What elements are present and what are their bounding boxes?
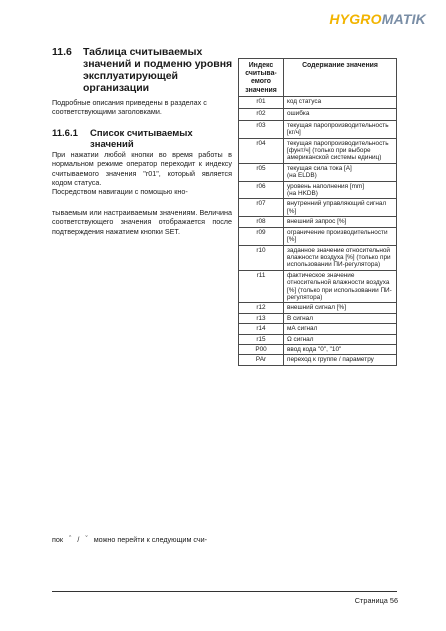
table-row	[239, 355, 397, 365]
row-content-cell: ввод кода "0", "10"	[284, 344, 397, 354]
row-index-cell: r15	[239, 334, 284, 344]
row-content-cell: внешний запрос [%]	[284, 217, 397, 227]
row-index-cell: r04	[239, 138, 284, 163]
row-index-cell: r14	[239, 324, 284, 334]
page-number: Страница 56	[354, 596, 398, 605]
paragraph-3: тываемым или настраиваемым значениям. Величина соответствующего значения отображается после подтверждения нажатием кнопки SET.	[52, 208, 232, 236]
row-index-cell: r02	[239, 108, 284, 120]
table-row	[239, 120, 397, 138]
readout-values-table	[238, 58, 397, 366]
row-content-cell: мА сигнал	[284, 324, 397, 334]
section-number: 11.6	[52, 46, 72, 58]
row-content-cell: внешний сигнал [%]	[284, 303, 397, 313]
subsection-number: 11.6.1	[52, 128, 78, 139]
footer-divider	[52, 591, 397, 592]
arrow-up-icon: ˆ	[69, 536, 72, 543]
row-content-cell: переход к группе / параметру	[284, 355, 397, 365]
section-title: Таблица считываемых значений и подменю уровня эксплуатирующей организации	[83, 46, 233, 94]
row-index-cell: r08	[239, 217, 284, 227]
subsection-title: Список считываемых значений	[90, 128, 193, 150]
row-content-cell: заданное значение относительной влажности воздуха [%] (только при использовании ПИ-регулятора)	[284, 245, 397, 270]
table-row	[239, 96, 397, 108]
row-content-cell: текущая паропроизводительность [фунт/ч] (только при выборе американской системы единиц)	[284, 138, 397, 163]
row-index-cell: r13	[239, 313, 284, 323]
table-row	[239, 303, 397, 313]
table-row	[239, 313, 397, 323]
table-row	[239, 108, 397, 120]
table-row	[239, 270, 397, 303]
row-index-cell: r06	[239, 181, 284, 199]
table-row	[239, 324, 397, 334]
row-content-cell: уровень наполнения [mm] (на HKDB)	[284, 181, 397, 199]
paragraph-1: При нажатии любой кнопки во время работы в нормальном режиме оператор переходит к индексу считываемого значения "r01", который является кодом статуса.	[52, 150, 232, 187]
table-row	[239, 217, 397, 227]
row-index-cell: r11	[239, 270, 284, 303]
table-row	[239, 138, 397, 163]
row-index-cell: P00	[239, 344, 284, 354]
row-index-cell: PAr	[239, 355, 284, 365]
row-content-cell: Ω сигнал	[284, 334, 397, 344]
paragraph-2: Посредством навигации с помощью кно-	[52, 187, 188, 196]
row-content-cell: код статуса	[284, 96, 397, 108]
row-index-cell: r07	[239, 199, 284, 217]
row-index-cell: r12	[239, 303, 284, 313]
row-content-cell: текущая сила тока [A] (на ELDB)	[284, 163, 397, 181]
table-header-row	[239, 59, 397, 97]
table-row	[239, 163, 397, 181]
column-header-index: Индекс считыва-емого значения	[239, 59, 284, 97]
table-row	[239, 227, 397, 245]
intro-paragraph: Подробные описания приведены в разделах с соответствующими заголовками.	[52, 98, 207, 117]
row-index-cell: r09	[239, 227, 284, 245]
arrow-down-icon: ˇ	[85, 536, 88, 543]
column-header-content: Содержание значения	[284, 59, 397, 97]
row-content-cell: ограничение производительности [%]	[284, 227, 397, 245]
row-index-cell: r01	[239, 96, 284, 108]
row-content-cell: фактическое значение относительной влажности воздуха [%] (только при использовании ПИ-регулятора)	[284, 270, 397, 303]
row-content-cell: ошибка	[284, 108, 397, 120]
table-row	[239, 181, 397, 199]
row-content-cell: текущая паропроизводительность [кг/ч]	[284, 120, 397, 138]
table-row	[239, 199, 397, 217]
bottom-text-line: пок ˆ / ˇ можно перейти к следующим счи-	[52, 535, 208, 544]
row-index-cell: r05	[239, 163, 284, 181]
table-row	[239, 334, 397, 344]
row-index-cell: r10	[239, 245, 284, 270]
row-content-cell: внутренний управляющий сигнал [%]	[284, 199, 397, 217]
table-row	[239, 245, 397, 270]
hygromatik-logo: HYGROMATIK	[329, 11, 426, 27]
table-row	[239, 344, 397, 354]
row-index-cell: r03	[239, 120, 284, 138]
row-content-cell: В сигнал	[284, 313, 397, 323]
